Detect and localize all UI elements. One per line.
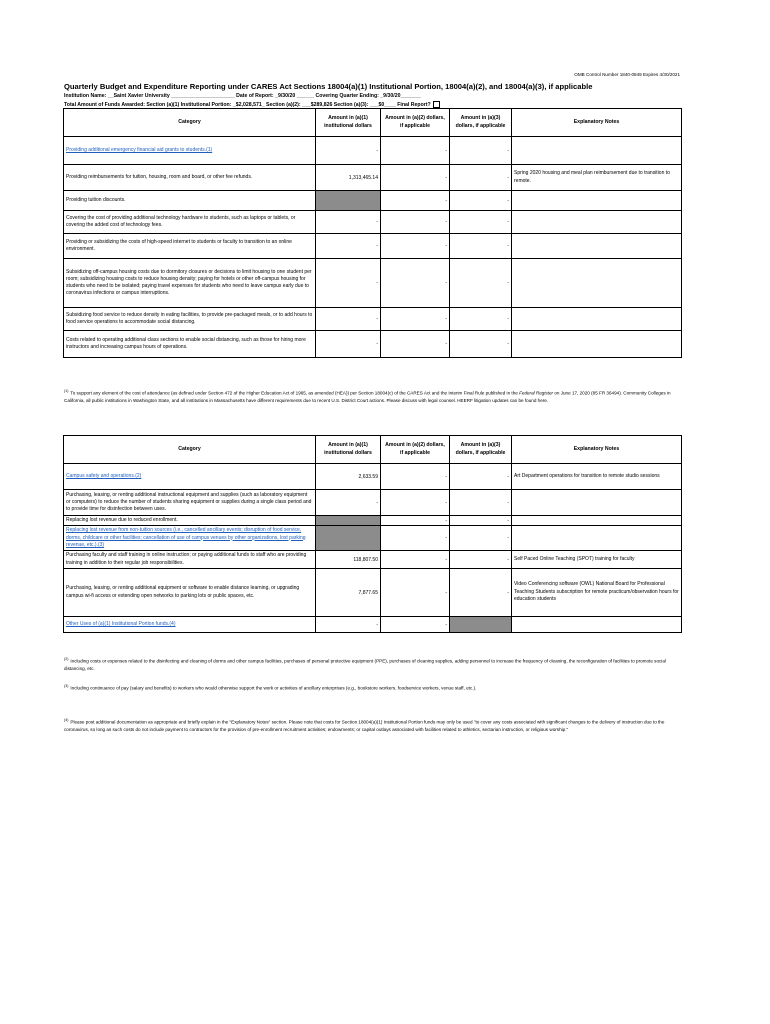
footnote-1-italic: Federal Register bbox=[519, 390, 554, 396]
amount-a3-cell-text: - bbox=[507, 243, 509, 249]
footnote-4-text: Please post additional documentation as appropriate and briefly explain in the "Explanatory Notes" section. Please note that costs for Section 18004(a)(1) Institutional Portion funds may only be used "to cover any costs associated with significant changes to the delivery of instruction due to the coronavirus, so long as such costs do not include payment to contractors for the provision of pre-enrollment recruitment activities; endowments; or capital outlays associated with facilities related to athletics, sectarian instruction, or religious worship." bbox=[64, 719, 665, 732]
explanatory-notes-cell bbox=[512, 526, 682, 551]
explanatory-notes-cell bbox=[512, 137, 682, 165]
category-cell bbox=[64, 137, 316, 165]
explanatory-notes-cell bbox=[512, 308, 682, 331]
category-cell-text: Providing reimbursements for tuition, housing, room and board, or other fee refunds. bbox=[66, 173, 253, 180]
amount-a2-cell-text: - bbox=[445, 147, 447, 154]
funds-line-text: Total Amount of Funds Awarded: Section (a)(1) Institutional Portion: _$2,028,571_ Section (a)(2): ___$289,826 Section (a)(3): ___$0____ Final Report? bbox=[64, 101, 431, 108]
category-cell-text[interactable]: Other Uses of (a)(1) Institutional Portion funds.(4) bbox=[66, 620, 176, 627]
table-row bbox=[64, 617, 682, 633]
amount-a2-cell-text: - bbox=[445, 473, 447, 480]
amount-a3-cell-text: - bbox=[507, 473, 509, 480]
amount-a3-cell bbox=[450, 165, 512, 191]
amount-a3-cell bbox=[450, 191, 512, 211]
expenditure-table-1 bbox=[63, 108, 682, 358]
amount-a2-cell-text: - bbox=[445, 556, 447, 563]
amount-a2-cell bbox=[381, 165, 450, 191]
amount-a3-cell-text: - bbox=[507, 280, 509, 286]
amount-a3-cell-text: - bbox=[507, 197, 509, 204]
amount-a3-cell bbox=[450, 464, 512, 490]
amount-a2-cell bbox=[381, 516, 450, 526]
category-cell-text[interactable]: Campus safety and operations.(2) bbox=[66, 472, 142, 479]
amount-a3-cell-text: - bbox=[507, 219, 509, 225]
amount-a1-cell-text: - bbox=[376, 341, 378, 347]
explanatory-notes-cell bbox=[512, 551, 682, 569]
explanatory-notes-cell bbox=[512, 490, 682, 516]
category-cell bbox=[64, 234, 316, 259]
col-header-a1: Amount in (a)(1) institutional dollars bbox=[316, 436, 381, 464]
amount-a2-cell bbox=[381, 211, 450, 234]
explanatory-notes-cell-text: Video Conferencing software (OWL) National Board for Professional Teaching Students subscription for remote practicum/observation hours for education students bbox=[514, 581, 679, 603]
amount-a3-cell-text: - bbox=[507, 174, 509, 181]
amount-a3-cell bbox=[450, 234, 512, 259]
table2-header-row bbox=[64, 436, 682, 464]
category-cell-text: Replacing lost revenue due to reduced enrollment. bbox=[66, 517, 178, 523]
page-title: Quarterly Budget and Expenditure Reporting under CARES Act Sections 18004(a)(1) Institutional Portion, 18004(a)(2), and 18004(a)(3), if applicable bbox=[64, 82, 593, 91]
table1-header-row bbox=[64, 109, 682, 137]
explanatory-notes-cell bbox=[512, 211, 682, 234]
amount-a1-cell bbox=[316, 464, 381, 490]
amount-a2-cell-text: - bbox=[445, 243, 447, 249]
amount-a3-cell-text: - bbox=[507, 556, 509, 563]
category-cell bbox=[64, 464, 316, 490]
amount-a2-cell-text: - bbox=[445, 174, 447, 181]
amount-a1-cell-text: 1,313,465.14 bbox=[348, 174, 378, 181]
category-cell bbox=[64, 191, 316, 211]
footnote-4 bbox=[64, 718, 684, 733]
amount-a1-cell bbox=[316, 234, 381, 259]
amount-a3-cell-text: - bbox=[507, 499, 509, 506]
omb-control-number: OMB Control Number 1840-0849 Expires 4/30/2021 bbox=[574, 72, 680, 77]
table-row bbox=[64, 211, 682, 234]
amount-a2-cell bbox=[381, 464, 450, 490]
amount-a1-cell bbox=[316, 490, 381, 516]
category-cell-text: Providing or subsidizing the costs of high-speed internet to students or faculty to transition to an online environment. bbox=[66, 238, 292, 252]
explanatory-notes-cell bbox=[512, 191, 682, 211]
amount-a2-cell bbox=[381, 234, 450, 259]
amount-a1-cell-text: - bbox=[376, 280, 378, 286]
amount-a2-cell bbox=[381, 137, 450, 165]
explanatory-notes-cell bbox=[512, 331, 682, 358]
amount-a3-cell bbox=[450, 490, 512, 516]
amount-a1-cell bbox=[316, 617, 381, 633]
amount-a1-cell bbox=[316, 137, 381, 165]
amount-a2-cell bbox=[381, 331, 450, 358]
amount-a1-cell-text: 7,877.65 bbox=[358, 589, 378, 596]
table-row bbox=[64, 234, 682, 259]
footnote-2-text: Including costs or expenses related to the disinfecting and cleaning of dorms and other campus facilities, purchases of personal protective equipment (PPE), purchases of cleaning supplies, adding personnel to increase the frequency of cleaning, the reconfiguration of facilities to promote social distancing, etc. bbox=[64, 658, 666, 671]
footnote-1-number: (1) bbox=[64, 389, 69, 393]
explanatory-notes-cell bbox=[512, 569, 682, 617]
col-header-a2: Amount in (a)(2) dollars, if applicable bbox=[381, 109, 450, 137]
col-header-a1: Amount in (a)(1) institutional dollars bbox=[316, 109, 381, 137]
explanatory-notes-cell-text: Self Paced Online Teaching (SPOT) training for faculty bbox=[514, 555, 635, 562]
category-cell bbox=[64, 308, 316, 331]
col-header-a3: Amount in (a)(3) dollars, if applicable bbox=[450, 109, 512, 137]
amount-a3-cell-text: - bbox=[507, 147, 509, 154]
category-cell bbox=[64, 331, 316, 358]
category-cell-text: Covering the cost of providing additional technology hardware to students, such as laptops or tablets, or covering the added cost of technology fees. bbox=[66, 214, 296, 228]
category-cell-text: Purchasing faculty and staff training in online instruction; or paying additional funds to staff who are providing training in addition to their regular job responsibilities. bbox=[66, 552, 307, 566]
category-cell bbox=[64, 516, 316, 526]
amount-a2-cell bbox=[381, 191, 450, 211]
amount-a3-cell bbox=[450, 516, 512, 526]
amount-a3-cell bbox=[450, 617, 512, 633]
amount-a1-cell-text: - bbox=[376, 621, 378, 628]
table-row bbox=[64, 551, 682, 569]
footnote-3-text: Including continuance of pay (salary and benefits) to workers who would otherwise support the work or activities of ancillary enterprises (e.g., bookstore workers, foodservice workers, venue staff, etc.). bbox=[70, 685, 477, 691]
funds-line bbox=[64, 101, 440, 108]
table-row bbox=[64, 308, 682, 331]
footnote-3 bbox=[64, 684, 684, 692]
amount-a3-cell bbox=[450, 211, 512, 234]
amount-a3-cell-text: - bbox=[507, 341, 509, 347]
category-cell bbox=[64, 551, 316, 569]
institution-line: Institution Name: __Saint Xavier University ______________________ Date of Report: _9/30/20 ______ Covering Quarter Ending: _9/30/20_______ bbox=[64, 93, 421, 99]
amount-a2-cell-text: - bbox=[445, 589, 447, 596]
amount-a2-cell bbox=[381, 259, 450, 308]
amount-a1-cell-text: - bbox=[376, 243, 378, 249]
amount-a3-cell bbox=[450, 308, 512, 331]
category-cell-text: Purchasing, leasing, or renting additional instructional equipment and supplies (such as laboratory equipment or computers) to reduce the number of students sharing equipment or supplies during a single class period and to provide time for disinfection between uses. bbox=[66, 491, 312, 513]
category-cell bbox=[64, 165, 316, 191]
amount-a1-cell bbox=[316, 516, 381, 526]
amount-a3-cell bbox=[450, 526, 512, 551]
table-row bbox=[64, 331, 682, 358]
explanatory-notes-cell bbox=[512, 617, 682, 633]
amount-a1-cell-text: - bbox=[376, 499, 378, 506]
amount-a2-cell-text: - bbox=[445, 499, 447, 506]
amount-a2-cell-text: - bbox=[445, 517, 447, 524]
category-cell-text[interactable]: Replacing lost revenue from non-tuition sources (i.e., cancelled ancillary events; disruption of food service, dorms, childcare or other facilities; cancellation of use of campus venues by other organizations, lost parking revenue, etc.).(3) bbox=[66, 527, 306, 548]
amount-a1-cell bbox=[316, 551, 381, 569]
category-cell-text: Subsidizing off-campus housing costs due to dormitory closures or decisions to limit housing to one student per room; subsidizing housing costs to reduce housing density; paying for hotels or other off-campus housing for students who need to be isolated; paying travel expenses for students who need to leave campus early due to coronavirus infections or campus interruptions. bbox=[66, 268, 312, 297]
explanatory-notes-cell bbox=[512, 516, 682, 526]
amount-a1-cell bbox=[316, 191, 381, 211]
table-row bbox=[64, 191, 682, 211]
footnote-4-number: (4) bbox=[64, 718, 69, 722]
amount-a1-cell-text: - bbox=[376, 316, 378, 322]
amount-a2-cell bbox=[381, 526, 450, 551]
explanatory-notes-cell bbox=[512, 259, 682, 308]
amount-a2-cell-text: - bbox=[445, 535, 447, 542]
amount-a1-cell bbox=[316, 259, 381, 308]
category-cell bbox=[64, 259, 316, 308]
category-cell-text[interactable]: Providing additional emergency financial aid grants to students.(1) bbox=[66, 146, 213, 153]
explanatory-notes-cell bbox=[512, 234, 682, 259]
amount-a2-cell-text: - bbox=[445, 621, 447, 628]
amount-a1-cell bbox=[316, 331, 381, 358]
amount-a1-cell bbox=[316, 526, 381, 551]
amount-a1-cell bbox=[316, 165, 381, 191]
amount-a2-cell bbox=[381, 490, 450, 516]
table-row bbox=[64, 259, 682, 308]
amount-a3-cell-text: - bbox=[507, 316, 509, 322]
explanatory-notes-cell bbox=[512, 464, 682, 490]
amount-a2-cell-text: - bbox=[445, 197, 447, 204]
footnote-1-text-b: on June 17, 2020 (85 FR 36494). Community Colleges in California, all public institutions in Washington State, and all institutions in Massachusetts have different requirements due to recent U.S. District Court actions. Please discuss with legal counsel. HEERF litigation updates can be found here. bbox=[64, 390, 671, 403]
category-cell bbox=[64, 569, 316, 617]
explanatory-notes-cell-text: Spring 2020 housing and meal plan reimbursement due to transition to remote. bbox=[514, 170, 670, 184]
col-header-notes: Explanatory Notes bbox=[512, 109, 682, 137]
table-row bbox=[64, 516, 682, 526]
footnote-1-text-a: To support any element of the cost of attendance (as defined under Section 472 of the Higher Education Act of 1965, as amended (HEA)) per Section 18004(c) of the CARES Act and the Interim Final Rule published in the bbox=[70, 390, 520, 396]
col-header-a3: Amount in (a)(3) dollars, if applicable bbox=[450, 436, 512, 464]
footnote-2 bbox=[64, 657, 684, 672]
category-cell-text: Providing tuition discounts. bbox=[66, 196, 126, 203]
amount-a3-cell-text: - bbox=[507, 589, 509, 596]
table-row bbox=[64, 569, 682, 617]
col-header-a2: Amount in (a)(2) dollars, if applicable bbox=[381, 436, 450, 464]
amount-a1-cell-text: 2,633.59 bbox=[358, 473, 378, 480]
amount-a2-cell bbox=[381, 617, 450, 633]
category-cell bbox=[64, 617, 316, 633]
category-cell-text: Costs related to operating additional class sections to enable social distancing, such as those for hiring more instructors and increasing campus hours of operations. bbox=[66, 336, 306, 350]
col-header-category: Category bbox=[64, 436, 316, 464]
expenditure-table-2 bbox=[63, 435, 682, 633]
table-row bbox=[64, 165, 682, 191]
footnote-2-number: (2) bbox=[64, 657, 69, 661]
amount-a3-cell-text: - bbox=[507, 535, 509, 542]
category-cell bbox=[64, 490, 316, 516]
amount-a2-cell bbox=[381, 569, 450, 617]
table-row bbox=[64, 490, 682, 516]
amount-a2-cell bbox=[381, 308, 450, 331]
table-row bbox=[64, 464, 682, 490]
table-row bbox=[64, 526, 682, 551]
category-cell-text: Purchasing, leasing, or renting additional equipment or software to enable distance learning, or upgrading campus wi-fi access or extending open networks to parking lots or public spaces, etc. bbox=[66, 585, 300, 599]
amount-a3-cell bbox=[450, 569, 512, 617]
amount-a1-cell bbox=[316, 308, 381, 331]
amount-a3-cell-text: - bbox=[507, 517, 509, 524]
footnote-3-number: (3) bbox=[64, 684, 69, 688]
amount-a3-cell bbox=[450, 137, 512, 165]
amount-a3-cell bbox=[450, 331, 512, 358]
amount-a1-cell-text: - bbox=[376, 147, 378, 154]
amount-a1-cell-text: - bbox=[376, 219, 378, 225]
explanatory-notes-cell-text: Art Department operations for transition to remote studio sessions bbox=[514, 472, 660, 479]
amount-a2-cell bbox=[381, 551, 450, 569]
category-cell bbox=[64, 211, 316, 234]
final-report-checkbox[interactable] bbox=[433, 101, 440, 108]
table-row bbox=[64, 137, 682, 165]
amount-a2-cell-text: - bbox=[445, 219, 447, 225]
amount-a1-cell bbox=[316, 569, 381, 617]
amount-a2-cell-text: - bbox=[445, 316, 447, 322]
category-cell-text: Subsidizing food service to reduce density in eating facilities, to provide pre-packaged meals, or to add hours to food service operations to accommodate social distancing. bbox=[66, 311, 313, 325]
amount-a3-cell bbox=[450, 551, 512, 569]
explanatory-notes-cell bbox=[512, 165, 682, 191]
amount-a2-cell-text: - bbox=[445, 341, 447, 347]
amount-a2-cell-text: - bbox=[445, 280, 447, 286]
amount-a3-cell bbox=[450, 259, 512, 308]
category-cell bbox=[64, 526, 316, 551]
col-header-category: Category bbox=[64, 109, 316, 137]
footnote-1 bbox=[64, 389, 684, 404]
amount-a1-cell-text: 118,807.50 bbox=[353, 556, 378, 563]
amount-a1-cell bbox=[316, 211, 381, 234]
col-header-notes: Explanatory Notes bbox=[512, 436, 682, 464]
